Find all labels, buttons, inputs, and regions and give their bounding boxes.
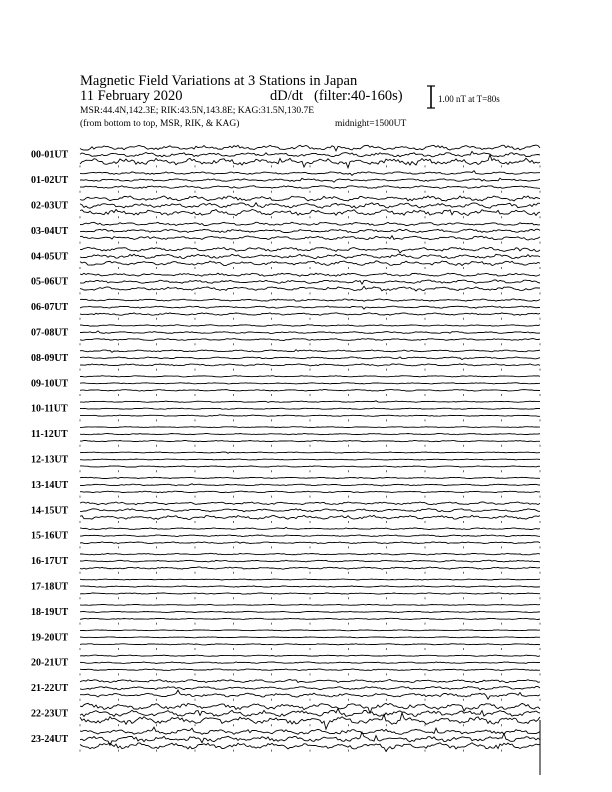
minute-ticks — [80, 521, 540, 523]
minute-ticks — [80, 623, 540, 625]
row-label: 03-04UT — [31, 225, 69, 237]
midnight-note: midnight=1500UT — [335, 119, 407, 129]
row-label: 08-09UT — [31, 352, 69, 364]
trace-msr — [80, 618, 540, 619]
minute-ticks — [80, 673, 540, 675]
trace-rik — [80, 586, 540, 587]
trace-msr — [80, 491, 540, 493]
trace-kag — [80, 273, 540, 276]
hour-rows — [31, 145, 540, 775]
trace-rik — [80, 535, 540, 537]
trace-msr — [80, 339, 540, 341]
row-label: 10-11UT — [31, 403, 68, 415]
trace-rik — [80, 331, 540, 334]
trace-rik — [80, 611, 540, 612]
row-label: 15-16UT — [31, 530, 69, 542]
trace-rik — [80, 459, 540, 460]
trace-msr — [80, 313, 540, 316]
row-label: 12-13UT — [31, 454, 69, 466]
trace-rik — [80, 229, 540, 232]
trace-rik — [80, 434, 540, 435]
row-label: 11-12UT — [31, 429, 68, 441]
trace-msr — [80, 286, 540, 291]
trace-kag — [80, 630, 540, 631]
minute-ticks — [80, 369, 540, 371]
minute-ticks — [80, 267, 540, 269]
trace-rik — [80, 560, 540, 562]
trace-msr — [80, 415, 540, 417]
trace-kag — [80, 376, 540, 377]
trace-rik — [80, 203, 540, 209]
row-label: 17-18UT — [31, 581, 69, 593]
trace-msr — [80, 210, 540, 216]
row-label: 14-15UT — [31, 505, 69, 517]
trace-kag — [80, 145, 540, 151]
row-label: 13-14UT — [31, 479, 69, 491]
minute-ticks — [80, 242, 540, 244]
trace-kag — [80, 604, 540, 605]
minute-ticks — [80, 419, 540, 421]
minute-ticks — [80, 343, 540, 345]
trace-msr — [80, 364, 540, 366]
trace-rik — [80, 637, 540, 638]
trace-kag — [80, 727, 540, 734]
trace-msr — [80, 593, 540, 594]
trace-rik — [80, 357, 540, 360]
trace-msr — [80, 441, 540, 442]
trace-kag — [80, 196, 540, 201]
minute-ticks — [80, 648, 540, 650]
trace-msr — [80, 390, 540, 392]
minute-ticks — [80, 445, 540, 447]
trace-rik — [80, 254, 540, 258]
trace-rik — [80, 151, 540, 156]
trace-rik — [80, 662, 540, 664]
trace-rik — [80, 709, 540, 717]
trace-msr — [80, 515, 540, 519]
row-label: 07-08UT — [31, 327, 69, 339]
trace-rik — [80, 383, 540, 384]
trace-msr — [80, 261, 540, 266]
trace-kag — [80, 477, 540, 478]
scale-bar — [427, 86, 500, 108]
trace-kag — [80, 350, 540, 353]
minute-ticks — [80, 165, 540, 167]
trace-msr — [80, 542, 540, 544]
row-label: 18-19UT — [31, 606, 69, 618]
row-label: 21-22UT — [31, 683, 69, 695]
row-label: 19-20UT — [31, 632, 69, 644]
trace-kag — [80, 655, 540, 656]
minute-ticks — [80, 394, 540, 396]
trace-kag — [80, 247, 540, 253]
trace-rik — [80, 484, 540, 486]
trace-kag — [80, 527, 540, 529]
row-label: 00-01UT — [31, 149, 69, 161]
trace-msr — [80, 690, 540, 699]
trace-kag — [80, 325, 540, 327]
row-label: 05-06UT — [31, 276, 69, 288]
minute-ticks — [80, 750, 540, 752]
trace-kag — [80, 502, 540, 505]
trace-rik — [80, 408, 540, 409]
minute-ticks — [80, 292, 540, 294]
row-label: 23-24UT — [31, 733, 69, 745]
trace-kag — [80, 680, 540, 683]
trace-kag — [80, 579, 540, 580]
trace-rik — [80, 306, 540, 309]
trace-msr — [80, 236, 540, 240]
trace-msr — [80, 644, 540, 645]
chart-filter: (filter:40-160s) — [314, 88, 403, 104]
chart-title: Magnetic Field Variations at 3 Stations in Japan — [80, 73, 358, 89]
station-coordinates: MSR:44.4N,142.3E; RIK:43.5N,143.8E; KAG:31.5N,130.7E — [80, 106, 315, 116]
chart-date: 11 February 2020 — [80, 88, 183, 104]
minute-ticks — [80, 496, 540, 498]
trace-kag — [80, 553, 540, 555]
row-label: 02-03UT — [31, 200, 69, 212]
minute-ticks — [80, 699, 540, 701]
trace-kag — [80, 222, 540, 225]
trace-kag — [80, 299, 540, 301]
minute-ticks — [80, 572, 540, 574]
row-label: 22-23UT — [31, 708, 69, 720]
trace-rik — [80, 687, 540, 690]
row-label: 20-21UT — [31, 657, 69, 669]
trace-kag — [80, 427, 540, 428]
chart-quantity: dD/dt — [270, 88, 304, 104]
trace-msr — [80, 466, 540, 467]
minute-ticks — [80, 470, 540, 472]
trace-kag — [80, 171, 540, 176]
row-label: 01-02UT — [31, 175, 69, 187]
row-label: 06-07UT — [31, 302, 69, 314]
trace-rik — [80, 509, 540, 512]
minute-ticks — [80, 216, 540, 218]
trace-kag — [80, 703, 540, 713]
trace-msr — [80, 669, 540, 670]
row-label: 16-17UT — [31, 556, 69, 568]
trace-rik — [80, 280, 540, 284]
station-order-note: (from bottom to top, MSR, RIK, & KAG) — [80, 119, 240, 129]
scale-bar-label: 1.00 nT at T=80s — [438, 94, 500, 104]
trace-msr — [80, 567, 540, 569]
trace-kag — [80, 401, 540, 403]
trace-msr — [80, 186, 540, 189]
minute-ticks — [80, 191, 540, 193]
minute-ticks — [80, 318, 540, 320]
trace-rik — [80, 178, 540, 182]
minute-ticks — [80, 724, 540, 726]
trace-kag — [80, 452, 540, 453]
minute-ticks — [80, 597, 540, 599]
row-label: 04-05UT — [31, 251, 69, 263]
row-label: 09-10UT — [31, 378, 69, 390]
minute-ticks — [80, 546, 540, 548]
